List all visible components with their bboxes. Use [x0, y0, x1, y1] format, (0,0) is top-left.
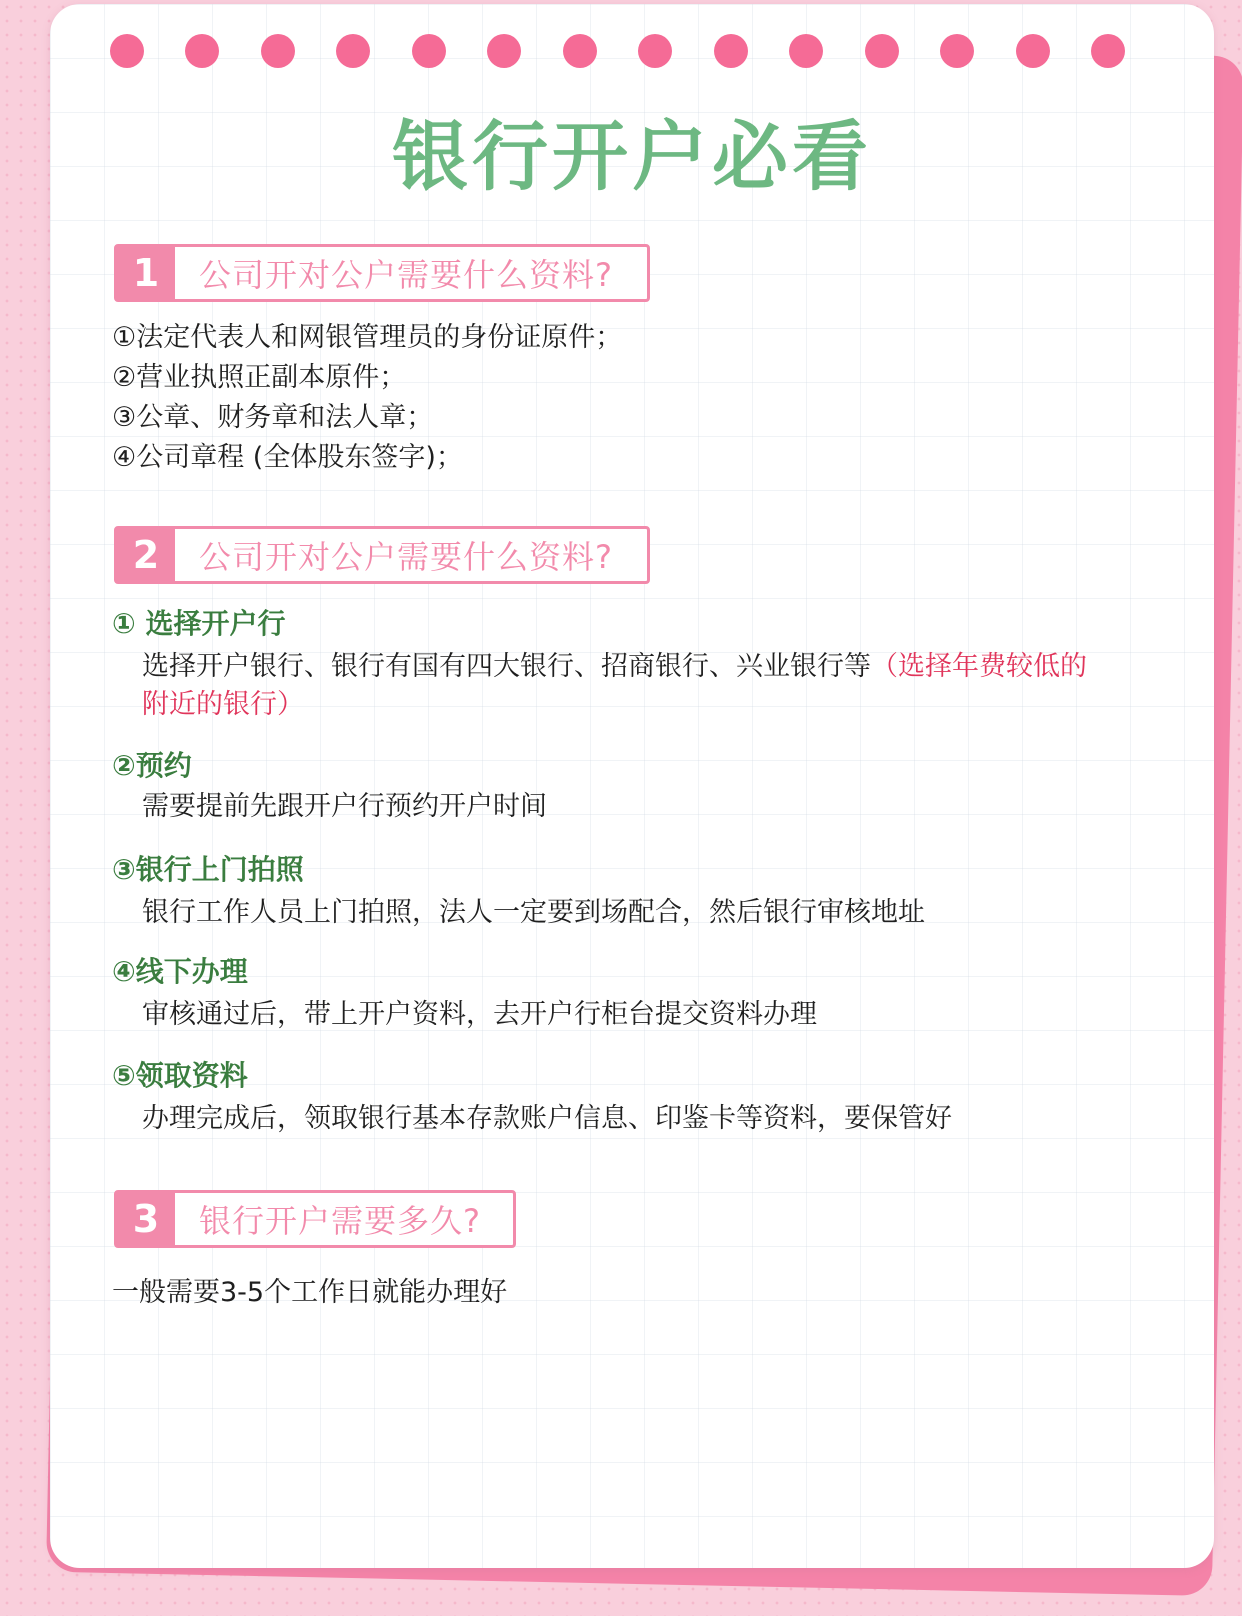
step-1-highlight: （选择年费较低的附近的银行）: [142, 651, 1087, 720]
step-5-heading: ⑤领取资料: [112, 1059, 248, 1092]
binder-rings: [110, 34, 1190, 74]
step-3-text: 银行工作人员上门拍照，法人一定要到场配合，然后银行审核地址: [142, 897, 925, 928]
binder-ring: [563, 34, 597, 68]
binder-ring: [1091, 34, 1125, 68]
section-2-header: [114, 526, 650, 584]
list-item: ②营业执照正副本原件；: [112, 362, 407, 393]
section-3-text: 一般需要3-5个工作日就能办理好: [112, 1277, 508, 1308]
section-3-title: 银行开户需要多久?: [199, 1202, 481, 1240]
notebook-page: [50, 4, 1214, 1568]
step-2-text: 需要提前先跟开户行预约开户时间: [142, 791, 547, 822]
binder-ring: [865, 34, 899, 68]
step-1-body: 选择开户银行、银行有国有四大银行、招商银行、兴业银行等: [142, 651, 871, 682]
binder-ring: [1016, 34, 1050, 68]
section-2-title: 公司开对公户需要什么资料?: [199, 538, 613, 576]
binder-ring: [336, 34, 370, 68]
binder-ring: [412, 34, 446, 68]
step-5-text: 办理完成后，领取银行基本存款账户信息、印鉴卡等资料，要保管好: [142, 1103, 952, 1134]
binder-ring: [487, 34, 521, 68]
binder-ring: [261, 34, 295, 68]
step-2-heading: ②预约: [112, 749, 192, 782]
binder-ring: [714, 34, 748, 68]
section-2-number: 2: [117, 529, 175, 581]
section-3-number: 3: [117, 1193, 175, 1245]
binder-ring: [638, 34, 672, 68]
binder-ring: [110, 34, 144, 68]
step-1-text: [142, 648, 1102, 724]
step-4-text: 审核通过后，带上开户资料，去开户行柜台提交资料办理: [142, 999, 817, 1030]
list-item: ④公司章程 (全体股东签字)；: [112, 442, 463, 473]
section-1-title: 公司开对公户需要什么资料?: [199, 256, 613, 294]
section-1-number: 1: [117, 247, 175, 299]
step-3-heading: ③银行上门拍照: [112, 853, 304, 886]
step-4-heading: ④线下办理: [112, 955, 248, 988]
step-1-heading: ① 选择开户行: [112, 607, 286, 640]
binder-ring: [185, 34, 219, 68]
page-title: 银行开户必看: [392, 112, 872, 201]
list-item: ③公章、财务章和法人章；: [112, 402, 434, 433]
list-item: ①法定代表人和网银管理员的身份证原件；: [112, 322, 623, 353]
section-1-list: [112, 318, 622, 478]
binder-ring: [940, 34, 974, 68]
section-3-header: [114, 1190, 516, 1248]
section-1-header: [114, 244, 650, 302]
binder-ring: [789, 34, 823, 68]
